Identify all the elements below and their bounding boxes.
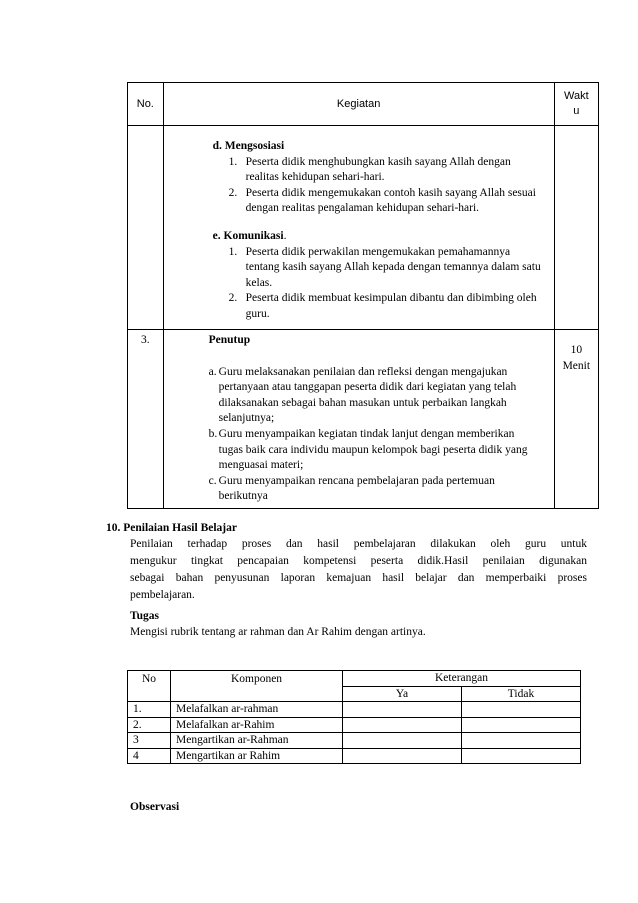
komunikasi-item: 2. Peserta didik membuat kesimpulan dibantu dan dibimbing oleh guru. <box>228 292 537 320</box>
rubric-header-keterangan: Keterangan <box>343 671 581 687</box>
rubric-header-no: No <box>128 671 171 702</box>
penutup-item: a. Guru melaksanakan penilaian dan refleksi dengan mengajukan pertanyaan atau tanggapan peserta didik dari kegiatan yang telah dilaksanakan sebagai bahan masukan untuk perbaikan langkah selanjutnya; <box>208 365 517 425</box>
komunikasi-item: 1. Peserta didik perwakilan mengemukakan pemahamannya tentang kasih sayang Allah kepada dengan temannya dalam satu kelas. <box>228 245 541 289</box>
activity-table-header <box>128 83 599 126</box>
rubric-cell-ya[interactable] <box>343 748 462 764</box>
penutup-item: b. Guru menyampaikan kegiatan tindak lanjut dengan memberikan tugas baik cara individu maupun kelompok bagi peserta didik yang menguasai materi; <box>208 427 528 472</box>
core-no-cell <box>128 126 164 330</box>
tugas-title: Tugas <box>130 610 159 622</box>
mengsosiasi-item: 2. Peserta didik mengemukakan contoh kasih sayang Allah sesuai dengan realitas pengalaman kehidupan sehari-hari. <box>228 186 536 215</box>
penutup-item: c. Guru menyampaikan rencana pembelajaran pada pertemuan berikutnya <box>208 474 495 503</box>
activity-row-penutup <box>128 330 599 509</box>
core-kegiatan-cell <box>163 126 554 330</box>
table-row: 2. Melafalkan ar-Rahim <box>128 717 581 733</box>
rubric-header-ya: Ya <box>343 686 462 702</box>
activity-row-core <box>128 126 599 330</box>
section-heading: 10. Penilaian Hasil Belajar <box>106 522 237 534</box>
mengsosiasi-title: d. Mengsosiasi <box>212 140 285 152</box>
header-kegiatan: Kegiatan <box>163 83 554 126</box>
mengsosiasi-item: 1. Peserta didik menghubungkan kasih sayang Allah dengan realitas kehidupan sehari-hari. <box>228 155 511 184</box>
rubric-cell-tidak[interactable] <box>462 733 581 749</box>
table-row: 3 Mengartikan ar-Rahman <box>128 733 581 749</box>
penutup-kegiatan-cell <box>163 330 554 509</box>
rubric-header-tidak: Tidak <box>462 686 581 702</box>
core-waktu-cell <box>554 126 598 330</box>
rubric-cell-ya[interactable] <box>343 702 462 718</box>
rubric-header-row <box>128 671 581 687</box>
komunikasi-title: e. Komunikasi <box>212 229 284 242</box>
header-waktu <box>554 83 598 126</box>
rubric-cell-ya[interactable] <box>343 717 462 733</box>
header-waktu-line2: u <box>573 105 580 117</box>
rubric-table <box>127 670 581 764</box>
komunikasi-title-row: e. Komunikasi. <box>212 229 287 242</box>
rubric-cell-tidak[interactable] <box>462 748 581 764</box>
activity-table <box>127 82 599 509</box>
rubric-header-komponen: Komponen <box>171 671 343 702</box>
table-row: 1. Melafalkan ar-rahman <box>128 702 581 718</box>
rubric-cell-tidak[interactable] <box>462 717 581 733</box>
table-row: 4 Mengartikan ar Rahim <box>128 748 581 764</box>
header-waktu-line1: Wakt <box>563 90 589 102</box>
observasi-title: Observasi <box>130 801 180 813</box>
penutup-waktu: 10 Menit <box>554 330 598 509</box>
rubric-cell-tidak[interactable] <box>462 702 581 718</box>
section-paragraph: Penilaian terhadap proses dan hasil pembelajaran dilakukan oleh guru untuk mengukur tingkat pencapaian kompetensi peserta didik.Hasil penilaian digunakan sebagai bahan penyusunan laporan kemajuan hasil belajar dan memperbaiki proses pembelajaran. <box>130 538 587 601</box>
header-no: No. <box>128 83 164 126</box>
penutup-no: 3. <box>128 330 164 509</box>
penutup-title: Penutup <box>208 334 251 346</box>
rubric-cell-ya[interactable] <box>343 733 462 749</box>
tugas-text: Mengisi rubrik tentang ar rahman dan Ar Rahim dengan artinya. <box>130 626 426 638</box>
